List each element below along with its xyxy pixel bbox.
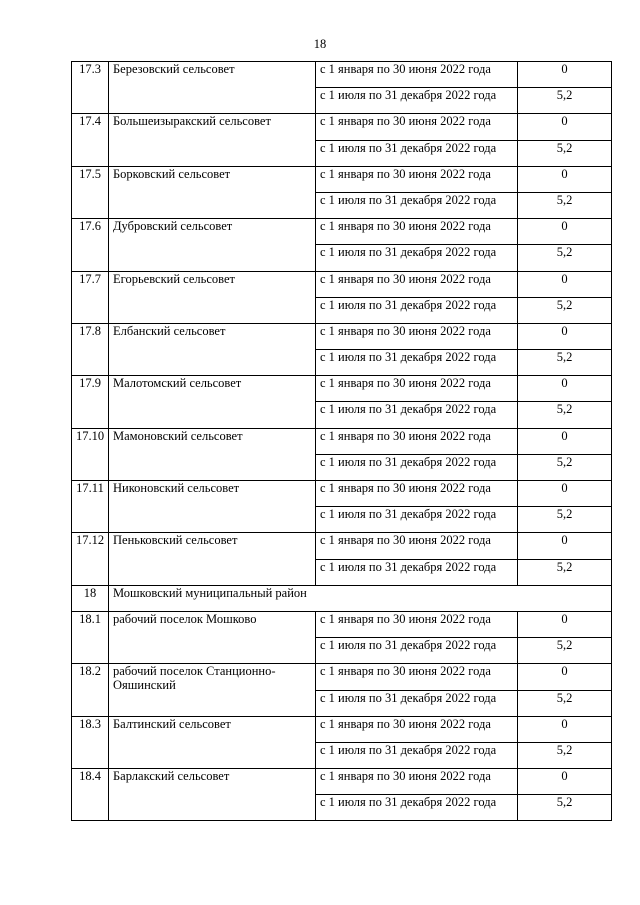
municipality-name: Елбанский сельсовет	[109, 323, 316, 375]
row-number: 18.1	[72, 611, 109, 663]
row-number: 18.3	[72, 716, 109, 768]
municipality-name: Мамоновский сельсовет	[109, 428, 316, 480]
row-number: 17.10	[72, 428, 109, 480]
municipality-name: рабочий поселок Станционно-Ояшинский	[109, 664, 316, 716]
rate-value: 0	[518, 114, 612, 140]
period-label: с 1 июля по 31 декабря 2022 года	[316, 559, 518, 585]
table-row	[72, 716, 612, 742]
municipality-name: Борковский сельсовет	[109, 166, 316, 218]
period-label: с 1 июля по 31 декабря 2022 года	[316, 742, 518, 768]
period-label: с 1 января по 30 июня 2022 года	[316, 323, 518, 349]
rate-value: 0	[518, 271, 612, 297]
period-label: с 1 января по 30 июня 2022 года	[316, 769, 518, 795]
rate-value: 5,2	[518, 742, 612, 768]
municipality-name: Березовский сельсовет	[109, 62, 316, 114]
table-row	[72, 62, 612, 88]
period-label: с 1 июля по 31 декабря 2022 года	[316, 140, 518, 166]
rate-value: 5,2	[518, 454, 612, 480]
period-label: с 1 июля по 31 декабря 2022 года	[316, 507, 518, 533]
municipality-name: рабочий поселок Мошково	[109, 611, 316, 663]
period-label: с 1 июля по 31 декабря 2022 года	[316, 454, 518, 480]
row-number: 17.3	[72, 62, 109, 114]
section-title: Мошковский муниципальный район	[109, 585, 612, 611]
rate-value: 0	[518, 323, 612, 349]
municipality-name: Барлакский сельсовет	[109, 769, 316, 821]
rate-value: 5,2	[518, 245, 612, 271]
rate-value: 0	[518, 716, 612, 742]
table-row	[72, 376, 612, 402]
rate-value: 0	[518, 664, 612, 690]
row-number: 17.12	[72, 533, 109, 585]
municipality-name: Дубровский сельсовет	[109, 219, 316, 271]
rate-value: 0	[518, 428, 612, 454]
municipality-name: Малотомский сельсовет	[109, 376, 316, 428]
municipality-name: Балтинский сельсовет	[109, 716, 316, 768]
row-number: 17.8	[72, 323, 109, 375]
row-number: 17.11	[72, 481, 109, 533]
table-row	[72, 611, 612, 637]
table-row	[72, 323, 612, 349]
rate-value: 0	[518, 219, 612, 245]
table-row	[72, 481, 612, 507]
rate-value: 5,2	[518, 559, 612, 585]
period-label: с 1 июля по 31 декабря 2022 года	[316, 638, 518, 664]
rate-value: 0	[518, 769, 612, 795]
rate-value: 5,2	[518, 297, 612, 323]
table-row	[72, 114, 612, 140]
rate-value: 5,2	[518, 507, 612, 533]
municipality-name: Большеизыракский сельсовет	[109, 114, 316, 166]
period-label: с 1 января по 30 июня 2022 года	[316, 114, 518, 140]
period-label: с 1 января по 30 июня 2022 года	[316, 533, 518, 559]
section-number: 18	[72, 585, 109, 611]
rate-value: 5,2	[518, 402, 612, 428]
table-row	[72, 664, 612, 690]
period-label: с 1 июля по 31 декабря 2022 года	[316, 192, 518, 218]
table-row	[72, 769, 612, 795]
table-row	[72, 166, 612, 192]
rate-value: 5,2	[518, 88, 612, 114]
rate-value: 0	[518, 166, 612, 192]
period-label: с 1 июля по 31 декабря 2022 года	[316, 690, 518, 716]
tariff-table	[71, 61, 612, 821]
period-label: с 1 июля по 31 декабря 2022 года	[316, 245, 518, 271]
period-label: с 1 января по 30 июня 2022 года	[316, 664, 518, 690]
period-label: с 1 января по 30 июня 2022 года	[316, 219, 518, 245]
row-number: 17.4	[72, 114, 109, 166]
municipality-name: Пеньковский сельсовет	[109, 533, 316, 585]
period-label: с 1 января по 30 июня 2022 года	[316, 716, 518, 742]
period-label: с 1 июля по 31 декабря 2022 года	[316, 350, 518, 376]
section-row	[72, 585, 612, 611]
period-label: с 1 января по 30 июня 2022 года	[316, 428, 518, 454]
row-number: 18.4	[72, 769, 109, 821]
rate-value: 5,2	[518, 140, 612, 166]
period-label: с 1 января по 30 июня 2022 года	[316, 62, 518, 88]
rate-value: 0	[518, 62, 612, 88]
rate-value: 5,2	[518, 690, 612, 716]
row-number: 18.2	[72, 664, 109, 716]
period-label: с 1 июля по 31 декабря 2022 года	[316, 297, 518, 323]
page-number: 18	[313, 37, 327, 51]
table-row	[72, 271, 612, 297]
rate-value: 0	[518, 611, 612, 637]
period-label: с 1 января по 30 июня 2022 года	[316, 611, 518, 637]
rate-value: 5,2	[518, 350, 612, 376]
period-label: с 1 января по 30 июня 2022 года	[316, 271, 518, 297]
row-number: 17.5	[72, 166, 109, 218]
municipality-name: Никоновский сельсовет	[109, 481, 316, 533]
rate-value: 0	[518, 481, 612, 507]
row-number: 17.9	[72, 376, 109, 428]
period-label: с 1 января по 30 июня 2022 года	[316, 166, 518, 192]
rate-value: 5,2	[518, 638, 612, 664]
rate-value: 0	[518, 376, 612, 402]
table-row	[72, 533, 612, 559]
rate-value: 5,2	[518, 192, 612, 218]
table-row	[72, 219, 612, 245]
table-row	[72, 428, 612, 454]
period-label: с 1 января по 30 июня 2022 года	[316, 376, 518, 402]
period-label: с 1 января по 30 июня 2022 года	[316, 481, 518, 507]
period-label: с 1 июля по 31 декабря 2022 года	[316, 88, 518, 114]
rate-value: 0	[518, 533, 612, 559]
period-label: с 1 июля по 31 декабря 2022 года	[316, 402, 518, 428]
municipality-name: Егорьевский сельсовет	[109, 271, 316, 323]
row-number: 17.7	[72, 271, 109, 323]
period-label: с 1 июля по 31 декабря 2022 года	[316, 795, 518, 821]
rate-value: 5,2	[518, 795, 612, 821]
row-number: 17.6	[72, 219, 109, 271]
